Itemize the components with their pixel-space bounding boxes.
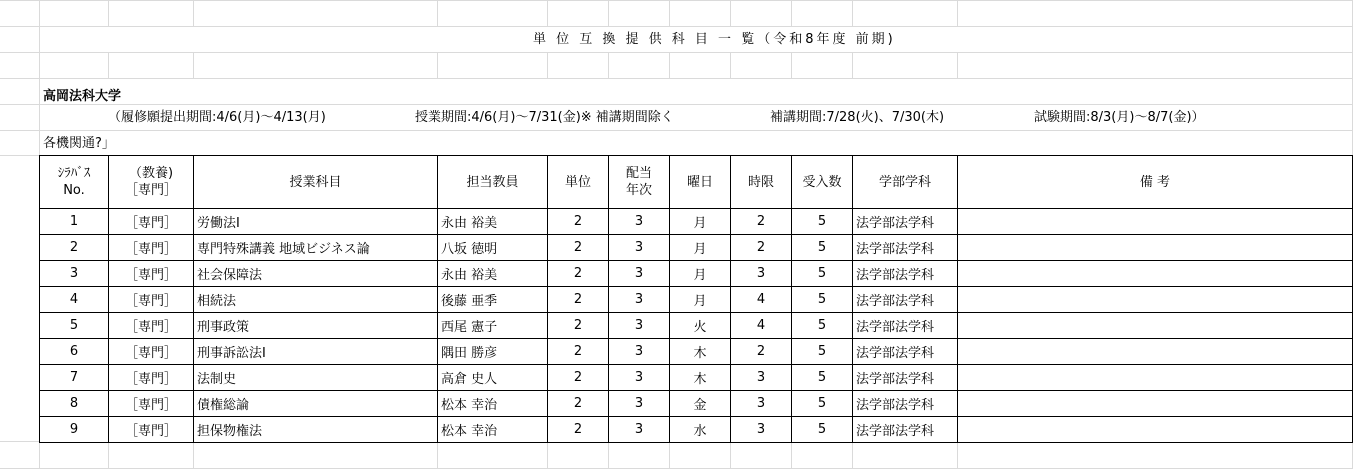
cell-subject[interactable]: 労働法Ⅰ bbox=[194, 209, 438, 235]
course-table bbox=[39, 155, 1353, 443]
table-row bbox=[40, 339, 1353, 365]
cell-department[interactable]: 法学部法学科 bbox=[853, 313, 958, 339]
page-title: 単 位 互 換 提 供 科 目 一 覧（令和8年度 前期) bbox=[533, 32, 896, 47]
cell-department[interactable]: 法学部法学科 bbox=[853, 391, 958, 417]
cell-remarks[interactable] bbox=[958, 339, 1353, 365]
cell-no[interactable]: 5 bbox=[40, 313, 109, 339]
table-row bbox=[40, 417, 1353, 443]
cell-credits[interactable]: 2 bbox=[548, 287, 609, 313]
cell-capacity[interactable]: 5 bbox=[792, 339, 853, 365]
cell-year[interactable]: 3 bbox=[609, 391, 670, 417]
cell-teacher[interactable]: 高倉 史人 bbox=[438, 365, 548, 391]
cell-teacher[interactable]: 八坂 徳明 bbox=[438, 235, 548, 261]
cell-day[interactable]: 水 bbox=[670, 417, 731, 443]
cell-category[interactable]: ［専門］ bbox=[109, 209, 194, 235]
cell-category[interactable]: ［専門］ bbox=[109, 313, 194, 339]
cell-year[interactable]: 3 bbox=[609, 417, 670, 443]
cell-no[interactable]: 8 bbox=[40, 391, 109, 417]
table-row bbox=[40, 287, 1353, 313]
cell-capacity[interactable]: 5 bbox=[792, 287, 853, 313]
exam-period: 試験期間:8/3(月)～8/7(金)） bbox=[1034, 110, 1205, 125]
cell-teacher[interactable]: 永由 裕美 bbox=[438, 261, 548, 287]
cell-year[interactable]: 3 bbox=[609, 287, 670, 313]
cell-period[interactable]: 4 bbox=[731, 287, 792, 313]
cell-department[interactable]: 法学部法学科 bbox=[853, 287, 958, 313]
cell-year[interactable]: 3 bbox=[609, 339, 670, 365]
cell-category[interactable]: ［専門］ bbox=[109, 391, 194, 417]
header-capacity: 受入数 bbox=[792, 156, 853, 209]
cell-no[interactable]: 9 bbox=[40, 417, 109, 443]
cell-category[interactable]: ［専門］ bbox=[109, 417, 194, 443]
cell-department[interactable]: 法学部法学科 bbox=[853, 209, 958, 235]
cell-no[interactable]: 1 bbox=[40, 209, 109, 235]
cell-department[interactable]: 法学部法学科 bbox=[853, 235, 958, 261]
application-period: （履修願提出期間:4/6(月)～4/13(月) bbox=[108, 110, 326, 125]
cell-day[interactable]: 金 bbox=[670, 391, 731, 417]
cell-credits[interactable]: 2 bbox=[548, 261, 609, 287]
cell-teacher[interactable]: 後藤 亜季 bbox=[438, 287, 548, 313]
cell-remarks[interactable] bbox=[958, 417, 1353, 443]
table-row bbox=[40, 391, 1353, 417]
cell-capacity[interactable]: 5 bbox=[792, 261, 853, 287]
cell-credits[interactable]: 2 bbox=[548, 391, 609, 417]
cell-subject[interactable]: 法制史 bbox=[194, 365, 438, 391]
cell-period[interactable]: 3 bbox=[731, 261, 792, 287]
cell-subject[interactable]: 相続法 bbox=[194, 287, 438, 313]
cell-category[interactable]: ［専門］ bbox=[109, 235, 194, 261]
cell-day[interactable]: 月 bbox=[670, 287, 731, 313]
cell-no[interactable]: 3 bbox=[40, 261, 109, 287]
table-row bbox=[40, 365, 1353, 391]
cell-capacity[interactable]: 5 bbox=[792, 209, 853, 235]
table-row bbox=[40, 313, 1353, 339]
cell-subject[interactable]: 専門特殊講義 地域ビジネス論 bbox=[194, 235, 438, 261]
cell-capacity[interactable]: 5 bbox=[792, 235, 853, 261]
cell-year[interactable]: 3 bbox=[609, 313, 670, 339]
cell-remarks[interactable] bbox=[958, 287, 1353, 313]
header-syllabus-no: ｼﾗﾊﾞｽ No. bbox=[40, 156, 109, 209]
cell-credits[interactable]: 2 bbox=[548, 417, 609, 443]
cell-year[interactable]: 3 bbox=[609, 235, 670, 261]
cell-subject[interactable]: 担保物権法 bbox=[194, 417, 438, 443]
cell-department[interactable]: 法学部法学科 bbox=[853, 417, 958, 443]
cell-period[interactable]: 3 bbox=[731, 417, 792, 443]
makeup-period: 補講期間:7/28(火)、7/30(木) bbox=[770, 110, 945, 125]
cell-no[interactable]: 6 bbox=[40, 339, 109, 365]
cell-capacity[interactable]: 5 bbox=[792, 365, 853, 391]
cell-teacher[interactable]: 西尾 憲子 bbox=[438, 313, 548, 339]
cell-day[interactable]: 火 bbox=[670, 313, 731, 339]
cell-remarks[interactable] bbox=[958, 209, 1353, 235]
cell-category[interactable]: ［専門］ bbox=[109, 287, 194, 313]
cell-teacher[interactable]: 松本 幸治 bbox=[438, 417, 548, 443]
cell-remarks[interactable] bbox=[958, 365, 1353, 391]
cell-no[interactable]: 7 bbox=[40, 365, 109, 391]
header-subject: 授業科目 bbox=[194, 156, 438, 209]
cell-credits[interactable]: 2 bbox=[548, 209, 609, 235]
header-department: 学部学科 bbox=[853, 156, 958, 209]
cell-year[interactable]: 3 bbox=[609, 209, 670, 235]
cell-department[interactable]: 法学部法学科 bbox=[853, 339, 958, 365]
cell-department[interactable]: 法学部法学科 bbox=[853, 365, 958, 391]
cell-teacher[interactable]: 永由 裕美 bbox=[438, 209, 548, 235]
cell-remarks[interactable] bbox=[958, 235, 1353, 261]
cell-credits[interactable]: 2 bbox=[548, 313, 609, 339]
cell-remarks[interactable] bbox=[958, 313, 1353, 339]
cell-category[interactable]: ［専門］ bbox=[109, 261, 194, 287]
cell-period[interactable]: 3 bbox=[731, 391, 792, 417]
cell-period[interactable]: 3 bbox=[731, 365, 792, 391]
cell-remarks[interactable] bbox=[958, 391, 1353, 417]
table-row bbox=[40, 235, 1353, 261]
cell-day[interactable]: 木 bbox=[670, 365, 731, 391]
cell-period[interactable]: 4 bbox=[731, 313, 792, 339]
cell-subject[interactable]: 社会保障法 bbox=[194, 261, 438, 287]
header-day: 曜日 bbox=[670, 156, 731, 209]
cell-department[interactable]: 法学部法学科 bbox=[853, 261, 958, 287]
cell-period[interactable]: 2 bbox=[731, 209, 792, 235]
header-period: 時限 bbox=[731, 156, 792, 209]
header-teacher: 担当教員 bbox=[438, 156, 548, 209]
table-row bbox=[40, 261, 1353, 287]
cell-period[interactable]: 2 bbox=[731, 339, 792, 365]
cell-remarks[interactable] bbox=[958, 261, 1353, 287]
cell-subject[interactable]: 刑事訴訟法Ⅰ bbox=[194, 339, 438, 365]
cell-no[interactable]: 4 bbox=[40, 287, 109, 313]
header-credits: 単位 bbox=[548, 156, 609, 209]
cell-day[interactable]: 月 bbox=[670, 261, 731, 287]
cell-capacity[interactable]: 5 bbox=[792, 391, 853, 417]
table-header-row bbox=[40, 156, 1353, 209]
cell-day[interactable]: 月 bbox=[670, 209, 731, 235]
cell-capacity[interactable]: 5 bbox=[792, 417, 853, 443]
cell-day[interactable]: 木 bbox=[670, 339, 731, 365]
header-year: 配当 年次 bbox=[609, 156, 670, 209]
table-row bbox=[40, 209, 1353, 235]
class-period: 授業期間:4/6(月)～7/31(金)※ 補講期間除く bbox=[415, 110, 674, 125]
cell-credits[interactable]: 2 bbox=[548, 339, 609, 365]
cell-subject[interactable]: 刑事政策 bbox=[194, 313, 438, 339]
cell-category[interactable]: ［専門］ bbox=[109, 365, 194, 391]
institution-note: 各機関通?」 bbox=[43, 136, 115, 151]
cell-credits[interactable]: 2 bbox=[548, 365, 609, 391]
header-remarks: 備 考 bbox=[958, 156, 1353, 209]
header-category: （教養) ［専門］ bbox=[109, 156, 194, 209]
cell-credits[interactable]: 2 bbox=[548, 235, 609, 261]
cell-period[interactable]: 2 bbox=[731, 235, 792, 261]
cell-teacher[interactable]: 松本 幸治 bbox=[438, 391, 548, 417]
cell-teacher[interactable]: 隅田 勝彦 bbox=[438, 339, 548, 365]
cell-year[interactable]: 3 bbox=[609, 365, 670, 391]
cell-year[interactable]: 3 bbox=[609, 261, 670, 287]
university-name: 高岡法科大学 bbox=[43, 89, 122, 104]
cell-day[interactable]: 月 bbox=[670, 235, 731, 261]
cell-no[interactable]: 2 bbox=[40, 235, 109, 261]
cell-subject[interactable]: 債権総論 bbox=[194, 391, 438, 417]
cell-capacity[interactable]: 5 bbox=[792, 313, 853, 339]
cell-category[interactable]: ［専門］ bbox=[109, 339, 194, 365]
